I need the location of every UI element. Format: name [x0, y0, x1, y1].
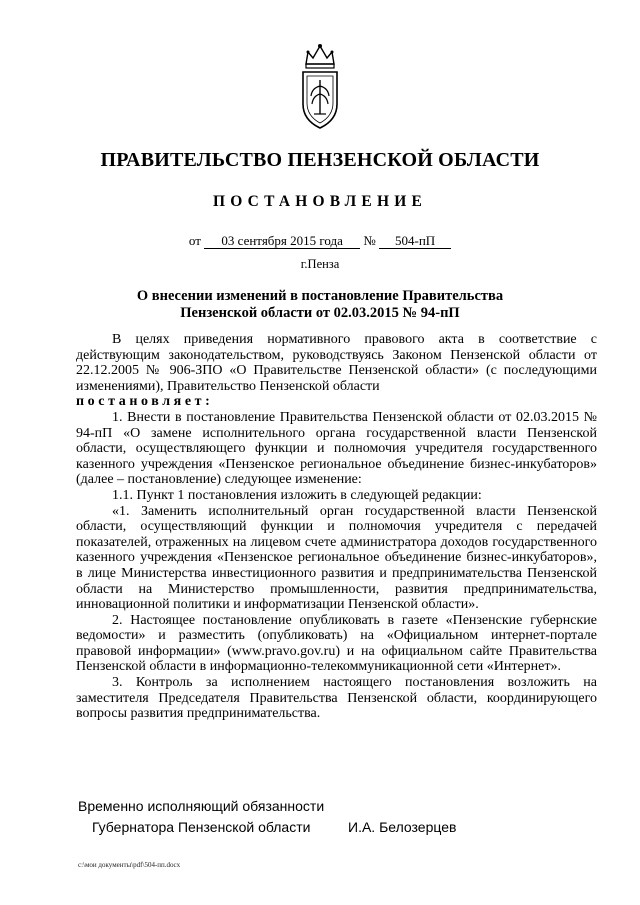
file-path-footer: c:\мои документы\pdf\504-пп.docx [78, 861, 181, 869]
title-line-2: Пензенской области от 02.03.2015 № 94-пП [180, 305, 460, 321]
document-type: ПОСТАНОВЛЕНИЕ [212, 193, 428, 210]
paragraph-1: 1. Внести в постановление Правительства Пензенской области от 02.03.2015 № 94-пП «О замене исполнительного органа государственной власти Пензенской области, осуществляющего функции и полномочия учредителя государственного казенного учреждения «Пензенское региональное объединение бизнес-инкубаторов» (далее – постановление) следующее изменение: [76, 409, 597, 488]
organization-name: ПРАВИТЕЛЬСТВО ПЕНЗЕНСКОЙ ОБЛАСТИ [100, 149, 540, 171]
document-title [0, 288, 640, 322]
date-number-line [0, 233, 640, 249]
paragraph-2: 2. Настоящее постановление опубликовать в газете «Пензенские губернские ведомости» и разместить (опубликовать) на «Официальном интернет-портале правовой информации» (www.pravo.gov.ru) и на официальном сайте Правительства Пензенской области в информационно-телекоммуникационной сети «Интернет». [76, 612, 597, 675]
signatory-position-line-1: Временно исполняющий обязанности [78, 798, 325, 814]
number-prefix: № [363, 233, 376, 248]
document-number: 504-пП [379, 234, 451, 249]
paragraph-1-quote: «1. Заменить исполнительный орган государственной власти Пензенской области, осуществляющий функции и полномочия учредителя с передачей показателей, отраженных на лицевом счете администратора доходов государственного казенного учреждения «Пензенское региональное объединение бизнес-инкубаторов», в лице Министерства инвестиционного развития и предпринимательства Пензенской области на Министерство промышленности, развития предпринимательства, инновационной политики и информатизации Пензенской области». [76, 503, 597, 613]
title-line-1: О внесении изменений в постановление Правительства [136, 288, 504, 304]
paragraph-1-1: 1.1. Пункт 1 постановления изложить в следующей редакции: [112, 487, 482, 503]
date-prefix: от [188, 233, 201, 248]
pensa-coat-of-arms-emblem [298, 42, 342, 132]
decree-word: постановляет: [76, 394, 214, 410]
document-date: 03 сентября 2015 года [204, 234, 360, 249]
signatory-name: И.А. Белозерцев [348, 819, 457, 835]
decree-word-paragraph [76, 394, 597, 410]
intro-text: В целях приведения нормативного правового акта в соответствие с действующим законодательством, руководствуясь Законом Пензенской области от 22.12.2005 № 906-ЗПО «О Правительстве Пензенской области» (с последующими изменениями), Правительство Пензенской области [76, 332, 597, 394]
city-name: г.Пенза [300, 257, 340, 271]
signatory-position-line-2: Губернатора Пензенской области [92, 819, 311, 835]
document-body [76, 332, 597, 722]
paragraph-3: 3. Контроль за исполнением настоящего постановления возложить на заместителя Председателя Правительства Пензенской области, координирующего вопросы развития предпринимательства. [76, 675, 597, 722]
intro-paragraph [76, 332, 597, 394]
